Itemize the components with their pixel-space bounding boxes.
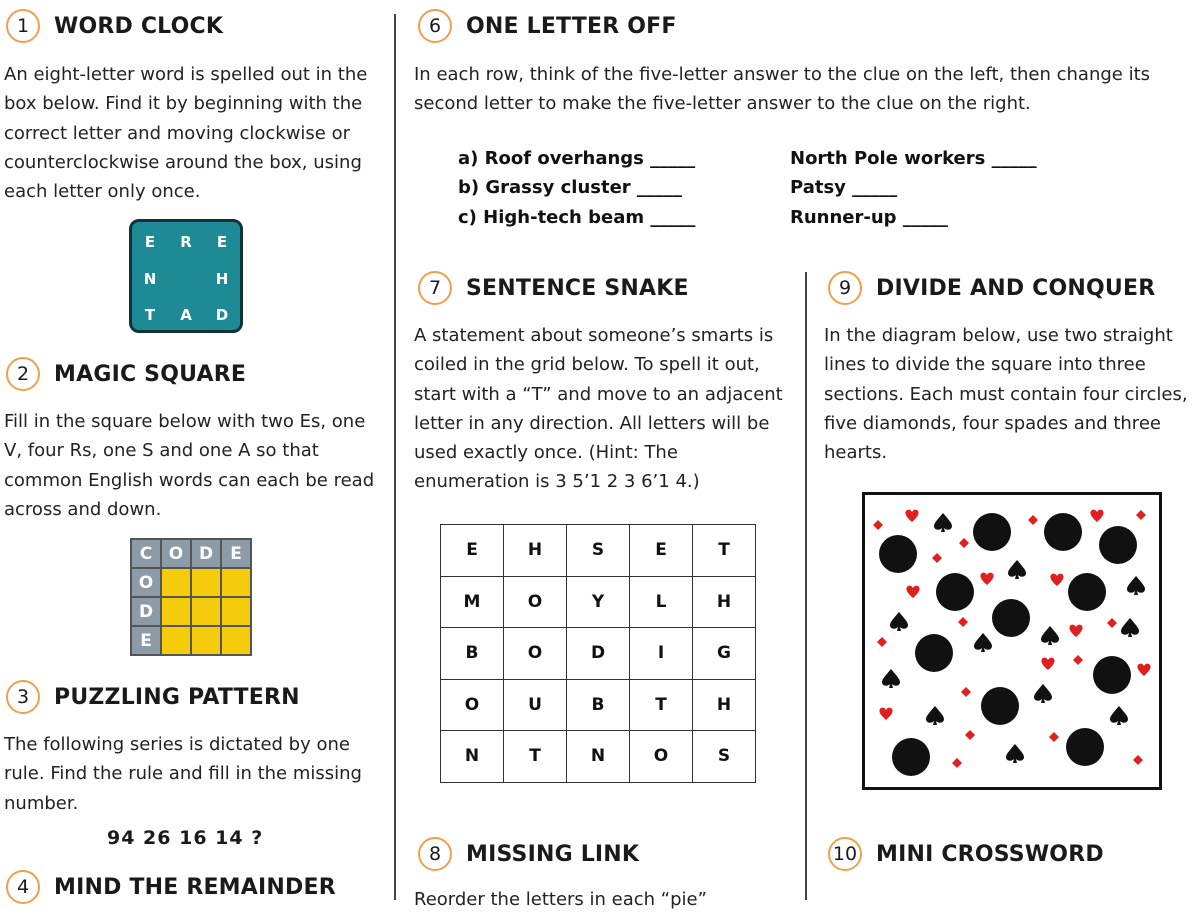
clues-right-column	[790, 144, 1037, 232]
clues-left-column	[458, 144, 695, 232]
magic-blank-cell[interactable]	[221, 626, 251, 655]
snake-cell[interactable]: O	[504, 576, 567, 628]
magic-blank-cell[interactable]	[161, 597, 191, 626]
snake-cell[interactable]: B	[567, 679, 630, 731]
circle-symbols	[879, 513, 1137, 776]
snake-cell[interactable]: S	[693, 731, 756, 783]
snake-cell[interactable]: N	[441, 731, 504, 783]
puzzle-title: DIVIDE AND CONQUER	[876, 275, 1156, 301]
snake-cell[interactable]: E	[441, 525, 504, 577]
sentence-snake-grid	[440, 524, 756, 783]
puzzle-title: SENTENCE SNAKE	[466, 275, 689, 301]
puzzle-title: PUZZLING PATTERN	[54, 684, 300, 710]
puzzle-2-heading	[6, 357, 246, 391]
magic-header-cell: O	[161, 539, 191, 568]
puzzle-title: ONE LETTER OFF	[466, 13, 677, 39]
snake-cell[interactable]: N	[567, 731, 630, 783]
puzzle-9-heading	[828, 271, 1155, 305]
puzzle-number-badge: 2	[6, 357, 40, 391]
column-divider-right	[805, 272, 807, 900]
puzzle-title: MINI CROSSWORD	[876, 841, 1104, 867]
snake-cell[interactable]: O	[441, 679, 504, 731]
snake-cell[interactable]: G	[693, 628, 756, 680]
snake-cell[interactable]: T	[693, 525, 756, 577]
snake-cell[interactable]: B	[441, 628, 504, 680]
puzzle-title: MAGIC SQUARE	[54, 361, 247, 387]
magic-blank-cell[interactable]	[221, 568, 251, 597]
column-divider-left	[394, 14, 396, 900]
clock-letter: E	[144, 233, 156, 251]
snake-cell[interactable]: H	[693, 679, 756, 731]
clue-left: a) Roof overhangs _____	[458, 148, 696, 169]
magic-header-cell: C	[131, 539, 161, 568]
puzzle-3-instructions: The following series is dictated by one rule. Find the rule and fill in the missing number.	[4, 734, 362, 814]
puzzle-7-heading	[418, 271, 689, 305]
snake-cell[interactable]: T	[504, 731, 567, 783]
puzzle-4-heading	[6, 870, 336, 904]
puzzle-8-instructions: Reorder the letters in each “pie”	[414, 889, 707, 910]
clue-right: Patsy _____	[790, 177, 898, 199]
snake-cell[interactable]: D	[567, 628, 630, 680]
puzzle-title: WORD CLOCK	[54, 13, 224, 39]
puzzle-8-heading	[418, 837, 639, 871]
snake-cell[interactable]: O	[630, 731, 693, 783]
puzzle-1-instructions: An eight-letter word is spelled out in the box below. Find it by beginning with the correct letter and moving clockwise or counterclockwise around the box, using each letter only once.	[4, 64, 368, 203]
magic-blank-cell[interactable]	[221, 597, 251, 626]
puzzle-number-badge: 6	[418, 9, 452, 43]
puzzle-number-badge: 1	[6, 9, 40, 43]
divide-square[interactable]	[862, 492, 1162, 790]
word-clock-box	[129, 219, 243, 333]
clock-letter: D	[215, 306, 229, 324]
puzzle-number-badge: 10	[828, 837, 862, 871]
puzzle-number-badge: 3	[6, 680, 40, 714]
clue-left: c) High-tech beam _____	[458, 206, 696, 228]
clock-letter: N	[143, 270, 157, 288]
snake-cell[interactable]: U	[504, 679, 567, 731]
clue-right: Runner-up _____	[790, 206, 948, 228]
magic-header-cell: D	[131, 597, 161, 626]
magic-header-cell: E	[221, 539, 251, 568]
magic-blank-cell[interactable]	[161, 626, 191, 655]
puzzle-10-heading	[828, 837, 1104, 871]
snake-cell[interactable]: E	[630, 525, 693, 577]
puzzle-7-instructions: A statement about someone’s smarts is coiled in the grid below. To spell it out, start with a “T” and move to an adjacent letter in any direction. All letters will be used exactly once. (Hint: The enumeration is 3 5’1 2 3 6’1 4.)	[414, 325, 783, 493]
puzzle-2-instructions: Fill in the square below with two Es, one V, four Rs, one S and one A so that common English words can each be read across and down.	[4, 411, 375, 520]
snake-cell[interactable]: S	[567, 525, 630, 577]
clue-left: b) Grassy cluster _____	[458, 177, 682, 199]
puzzle-number-badge: 9	[828, 271, 862, 305]
snake-cell[interactable]: L	[630, 576, 693, 628]
snake-cell[interactable]: O	[504, 628, 567, 680]
puzzle-6-instructions: In each row, think of the five-letter answer to the clue on the left, then change its second letter to make the five-letter answer to the clue on the right.	[414, 64, 1151, 115]
puzzle-1-heading	[6, 9, 223, 43]
magic-blank-cell[interactable]	[161, 568, 191, 597]
number-series: 94 26 16 14 ?	[107, 827, 264, 849]
magic-header-cell: O	[131, 568, 161, 597]
clock-letter: T	[144, 306, 156, 324]
puzzle-number-badge: 8	[418, 837, 452, 871]
puzzle-number-badge: 4	[6, 870, 40, 904]
clock-letter: H	[215, 270, 229, 288]
clock-letter: R	[180, 233, 192, 251]
magic-blank-cell[interactable]	[191, 597, 221, 626]
puzzle-title: MISSING LINK	[466, 841, 640, 867]
snake-cell[interactable]: Y	[567, 576, 630, 628]
puzzle-9-instructions: In the diagram below, use two straight lines to divide the square into three sections. Each must contain four circles, five diamonds, four spades and three hearts.	[824, 325, 1188, 464]
snake-cell[interactable]: T	[630, 679, 693, 731]
puzzle-6-heading	[418, 9, 677, 43]
snake-cell[interactable]: M	[441, 576, 504, 628]
snake-cell[interactable]: H	[693, 576, 756, 628]
divide-symbols	[865, 495, 1159, 787]
clock-letter: E	[216, 233, 228, 251]
clock-letter: A	[180, 306, 192, 324]
magic-header-cell: D	[191, 539, 221, 568]
magic-blank-cell[interactable]	[191, 568, 221, 597]
magic-header-cell: E	[131, 626, 161, 655]
magic-square-grid	[130, 538, 252, 656]
snake-cell[interactable]: H	[504, 525, 567, 577]
clue-right: North Pole workers _____	[790, 148, 1037, 169]
puzzle-title: MIND THE REMAINDER	[54, 874, 336, 900]
puzzle-number-badge: 7	[418, 271, 452, 305]
magic-blank-cell[interactable]	[191, 626, 221, 655]
puzzle-3-heading	[6, 680, 300, 714]
snake-cell[interactable]: I	[630, 628, 693, 680]
